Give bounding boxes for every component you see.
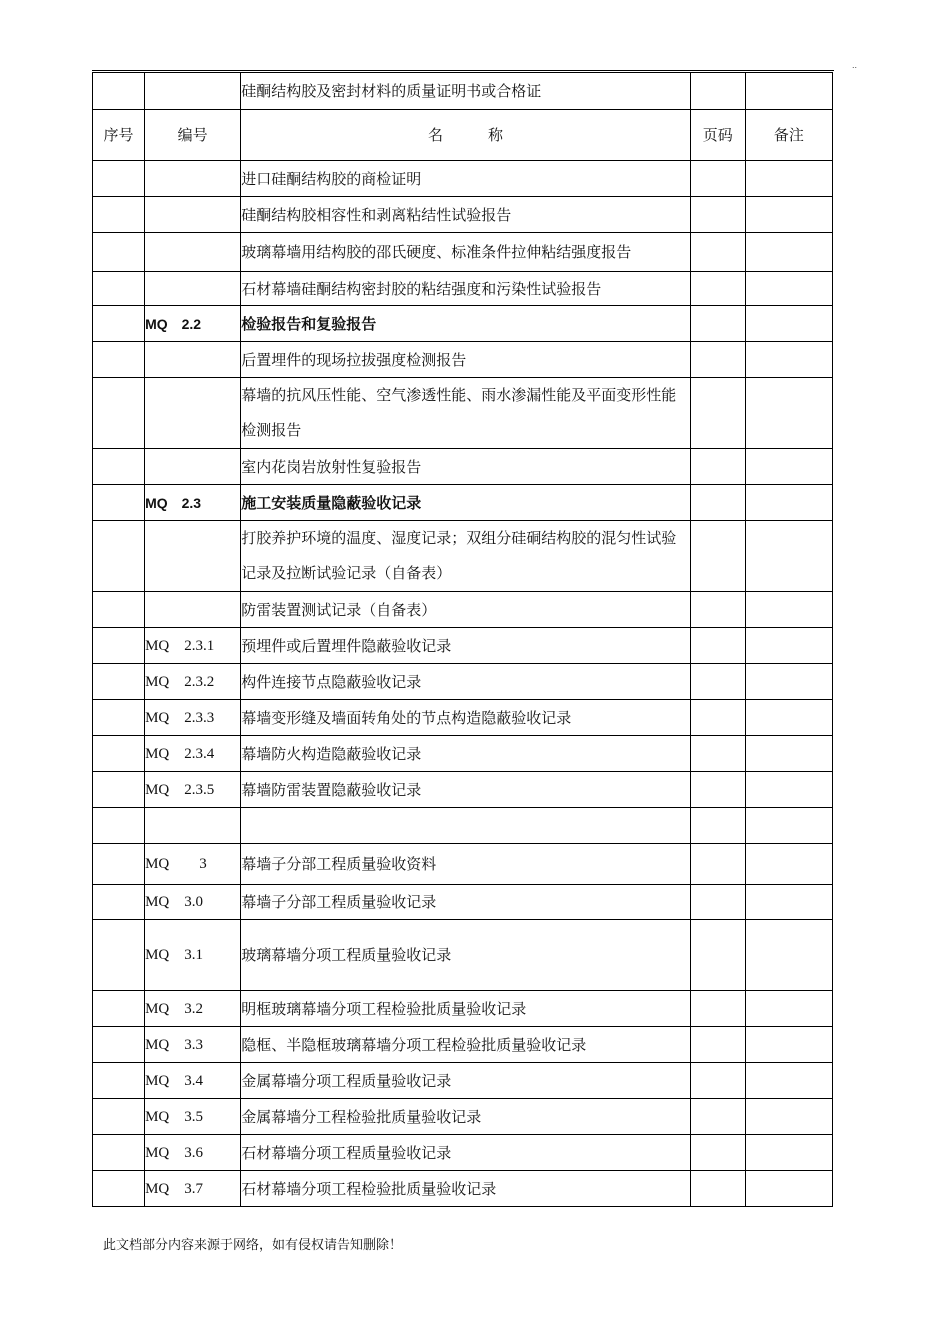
blank-cell [690, 628, 745, 664]
blank-cell [745, 664, 832, 700]
blank-cell [745, 772, 832, 808]
blank-cell [93, 342, 145, 378]
code-cell [145, 449, 241, 485]
header-name: 名 称 [241, 110, 691, 161]
name-cell: 防雷装置测试记录（自备表） [241, 592, 691, 628]
code-cell [145, 73, 241, 110]
table-row [93, 885, 833, 920]
blank-cell [690, 772, 745, 808]
blank-cell [745, 161, 832, 197]
blank-cell [690, 197, 745, 233]
code-cell: MQ 3.2 [145, 991, 241, 1027]
table-row [93, 521, 833, 592]
name-cell: 幕墙的抗风压性能、空气渗透性能、雨水渗漏性能及平面变形性能检测报告 [241, 378, 691, 449]
name-cell: 检验报告和复验报告 [241, 306, 691, 342]
blank-cell [93, 844, 145, 885]
blank-cell [690, 808, 745, 844]
name-cell: 幕墙子分部工程质量验收记录 [241, 885, 691, 920]
blank-cell [690, 664, 745, 700]
blank-cell [690, 1135, 745, 1171]
code-cell: MQ 2.3 [145, 485, 241, 521]
blank-cell [93, 920, 145, 991]
blank-cell [93, 1135, 145, 1171]
table-row [93, 1135, 833, 1171]
name-cell: 幕墙子分部工程质量验收资料 [241, 844, 691, 885]
blank-cell [93, 449, 145, 485]
blank-cell [745, 592, 832, 628]
table-row [93, 485, 833, 521]
blank-cell [745, 449, 832, 485]
page-cell [690, 73, 745, 110]
table-row [93, 197, 833, 233]
blank-cell [690, 1099, 745, 1135]
header-page: 页码 [690, 110, 745, 161]
table-row [93, 844, 833, 885]
name-cell: 金属幕墙分工程检验批质量验收记录 [241, 1099, 691, 1135]
top-rule [92, 70, 834, 71]
table-row [93, 1027, 833, 1063]
blank-cell [745, 521, 832, 592]
blank-cell [690, 885, 745, 920]
code-cell [145, 342, 241, 378]
table-row [93, 449, 833, 485]
code-cell: MQ 2.3.4 [145, 736, 241, 772]
table-row [93, 1063, 833, 1099]
blank-cell [690, 1027, 745, 1063]
blank-cell [745, 1027, 832, 1063]
blank-cell [745, 485, 832, 521]
code-cell [145, 197, 241, 233]
blank-cell [745, 808, 832, 844]
code-cell: MQ 2.3.2 [145, 664, 241, 700]
code-cell: MQ 3.3 [145, 1027, 241, 1063]
code-cell [145, 233, 241, 272]
name-cell: 隐框、半隐框玻璃幕墙分项工程检验批质量验收记录 [241, 1027, 691, 1063]
table-row [93, 342, 833, 378]
blank-cell [93, 991, 145, 1027]
blank-cell [690, 485, 745, 521]
blank-cell [690, 161, 745, 197]
table-row [93, 592, 833, 628]
footer-disclaimer: 此文档部分内容来源于网络，如有侵权请告知删除！ [103, 1238, 403, 1253]
name-cell: 石材幕墙分项工程质量验收记录 [241, 1135, 691, 1171]
name-cell: 后置埋件的现场拉拔强度检测报告 [241, 342, 691, 378]
blank-cell [745, 991, 832, 1027]
name-cell: 硅酮结构胶相容性和剥离粘结性试验报告 [241, 197, 691, 233]
table-row [93, 772, 833, 808]
table-row [93, 991, 833, 1027]
table-row [93, 161, 833, 197]
blank-cell [93, 272, 145, 306]
name-cell: 预埋件或后置埋件隐蔽验收记录 [241, 628, 691, 664]
blank-cell [690, 342, 745, 378]
blank-cell [690, 844, 745, 885]
blank-cell [745, 736, 832, 772]
blank-cell [745, 1135, 832, 1171]
blank-cell [745, 628, 832, 664]
code-cell [145, 808, 241, 844]
name-cell [241, 808, 691, 844]
code-cell: MQ 3 [145, 844, 241, 885]
blank-cell [93, 306, 145, 342]
blank-cell [690, 991, 745, 1027]
name-cell: 室内花岗岩放射性复验报告 [241, 449, 691, 485]
blank-cell [93, 521, 145, 592]
name-cell: 明框玻璃幕墙分项工程检验批质量验收记录 [241, 991, 691, 1027]
blank-cell [690, 920, 745, 991]
code-cell: MQ 3.4 [145, 1063, 241, 1099]
code-cell: MQ 3.5 [145, 1099, 241, 1135]
blank-cell [745, 920, 832, 991]
blank-cell [745, 233, 832, 272]
code-cell: MQ 3.7 [145, 1171, 241, 1207]
table-row [93, 1099, 833, 1135]
blank-cell [93, 1027, 145, 1063]
name-cell: 玻璃幕墙用结构胶的邵氏硬度、标准条件拉伸粘结强度报告 [241, 233, 691, 272]
header-row [93, 110, 833, 161]
name-cell: 玻璃幕墙分项工程质量验收记录 [241, 920, 691, 991]
table-row [93, 1171, 833, 1207]
code-cell: MQ 3.0 [145, 885, 241, 920]
blank-cell [745, 844, 832, 885]
blank-cell [745, 700, 832, 736]
blank-cell [93, 1063, 145, 1099]
blank-cell [745, 885, 832, 920]
code-cell: MQ 2.3.5 [145, 772, 241, 808]
name-cell: 金属幕墙分项工程质量验收记录 [241, 1063, 691, 1099]
blank-cell [745, 272, 832, 306]
blank-cell [745, 306, 832, 342]
blank-cell [93, 885, 145, 920]
blank-cell [690, 272, 745, 306]
table-row [93, 664, 833, 700]
blank-cell [93, 772, 145, 808]
blank-cell [745, 1099, 832, 1135]
name-cell: 施工安装质量隐蔽验收记录 [241, 485, 691, 521]
name-cell: 石材幕墙分项工程检验批质量验收记录 [241, 1171, 691, 1207]
blank-cell [93, 378, 145, 449]
header-mark: .. [852, 60, 858, 70]
blank-cell [690, 700, 745, 736]
table-row [93, 233, 833, 272]
blank-cell [93, 485, 145, 521]
blank-cell [93, 161, 145, 197]
code-cell: MQ 2.3.1 [145, 628, 241, 664]
code-cell [145, 592, 241, 628]
blank-cell [93, 592, 145, 628]
name-cell: 幕墙防雷装置隐蔽验收记录 [241, 772, 691, 808]
code-cell [145, 161, 241, 197]
code-cell: MQ 3.1 [145, 920, 241, 991]
blank-cell [93, 1171, 145, 1207]
blank-cell [690, 521, 745, 592]
name-cell: 进口硅酮结构胶的商检证明 [241, 161, 691, 197]
blank-cell [745, 1171, 832, 1207]
header-code: 编号 [145, 110, 241, 161]
header-seq: 序号 [93, 110, 145, 161]
blank-cell [690, 306, 745, 342]
blank-cell [93, 1099, 145, 1135]
blank-cell [745, 342, 832, 378]
table-row [93, 272, 833, 306]
blank-cell [745, 197, 832, 233]
blank-cell [690, 449, 745, 485]
code-cell: MQ 3.6 [145, 1135, 241, 1171]
name-cell: 石材幕墙硅酮结构密封胶的粘结强度和污染性试验报告 [241, 272, 691, 306]
blank-cell [745, 1063, 832, 1099]
blank-cell [93, 664, 145, 700]
header-note: 备注 [745, 110, 832, 161]
blank-cell [93, 628, 145, 664]
blank-cell [690, 233, 745, 272]
blank-cell [690, 592, 745, 628]
name-cell: 构件连接节点隐蔽验收记录 [241, 664, 691, 700]
table-row [93, 736, 833, 772]
code-cell [145, 521, 241, 592]
blank-cell [93, 736, 145, 772]
table-row [93, 808, 833, 844]
blank-cell [745, 378, 832, 449]
note-cell [745, 73, 832, 110]
table-row [93, 378, 833, 449]
blank-cell [690, 736, 745, 772]
table-row [93, 306, 833, 342]
name-cell: 硅酮结构胶及密封材料的质量证明书或合格证 [241, 73, 691, 110]
code-cell [145, 272, 241, 306]
seq-cell [93, 73, 145, 110]
table-row [93, 920, 833, 991]
blank-cell [93, 197, 145, 233]
name-cell: 幕墙变形缝及墙面转角处的节点构造隐蔽验收记录 [241, 700, 691, 736]
name-cell: 打胶养护环境的温度、湿度记录；双组分硅硐结构胶的混匀性试验记录及拉断试验记录（自备表） [241, 521, 691, 592]
blank-cell [93, 808, 145, 844]
code-cell: MQ 2.2 [145, 306, 241, 342]
blank-cell [93, 233, 145, 272]
document-index-table [92, 72, 833, 1207]
code-cell: MQ 2.3.3 [145, 700, 241, 736]
table-row [93, 73, 833, 110]
blank-cell [690, 1171, 745, 1207]
blank-cell [690, 1063, 745, 1099]
blank-cell [690, 378, 745, 449]
table-row [93, 700, 833, 736]
code-cell [145, 378, 241, 449]
blank-cell [93, 700, 145, 736]
table-row [93, 628, 833, 664]
name-cell: 幕墙防火构造隐蔽验收记录 [241, 736, 691, 772]
